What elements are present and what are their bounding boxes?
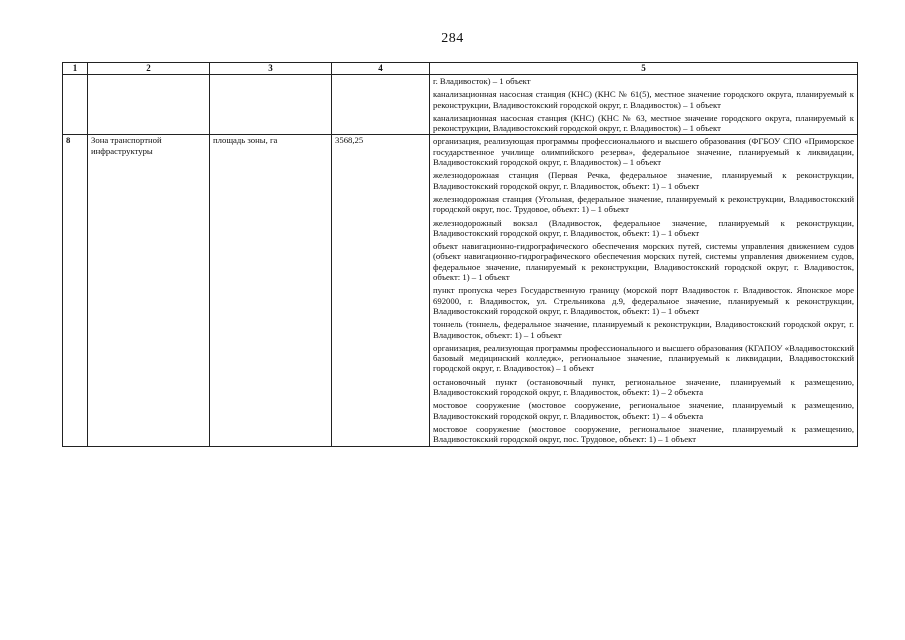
object-entry: канализационная насосная станция (КНС) (КНС № 63, местное значение городского округа, планируемый к реконструкции, Владивостокский городской округ, г. Владивосток) – 1 объект bbox=[433, 112, 854, 134]
zone-name: Зона транспортной инфраструктуры bbox=[88, 135, 210, 446]
object-entry: объект навигационно-гидрографического обеспечения морских путей, системы управления движением судов (объект навигационно-гидрографического обеспечения морских путей, системы управления движением судов, федеральное значение, планируемый к реконструкции, Владивостокский городской округ, г. Владивосток, объект: 1) – 1 объект bbox=[433, 241, 854, 283]
parameter-value: 3568,25 bbox=[332, 135, 430, 446]
object-entry: г. Владивосток) – 1 объект bbox=[433, 76, 531, 86]
header-col-2: 2 bbox=[88, 63, 210, 75]
object-entry: железнодорожный вокзал (Владивосток, федеральное значение, планируемый к реконструкции, Владивостокский городской округ, г. Владивосток, объект: 1) – 1 объект bbox=[433, 217, 854, 238]
object-entry: пункт пропуска через Государственную границу (морской порт Владивосток г. Владивосток. Японское море 692000, г. Владивосток, ул. Стрельникова д.9, федеральное значение, планируемый к реконструкции, Владивостокский городской округ, г. Владивосток, объект: 1) – 1 объект bbox=[433, 285, 854, 316]
cell-empty bbox=[332, 75, 430, 135]
object-entry: железнодорожная станция (Угольная, федеральное значение, планируемый к реконструкции, Владивостокский городской округ, пос. Трудовое, объект: 1) – 1 объект bbox=[433, 193, 854, 215]
parameter-name: площадь зоны, га bbox=[210, 135, 332, 446]
table-row-8 bbox=[63, 135, 858, 446]
header-col-5: 5 bbox=[430, 63, 858, 75]
cell-empty bbox=[210, 75, 332, 135]
object-entry: организация, реализующая программы профессионального и высшего образования (КГАПОУ «Владивостокский базовый медицинский колледж», региональное значение, планируемый к ликвидации, Владивостокский городской округ, г. Владивосток) – 1 объект bbox=[433, 342, 854, 374]
object-entry: железнодорожная станция (Первая Речка, федеральное значение, планируемый к реконструкции, Владивостокский городской округ, г. Владивосток, объект: 1) – 1 объект bbox=[433, 170, 854, 191]
cell-empty bbox=[88, 75, 210, 135]
page-number: 284 bbox=[441, 31, 464, 46]
object-entry: остановочный пункт (остановочный пункт, региональное значение, планируемый к размещению, Владивостокский городской округ, г. Владивосток, объект: 1) – 2 объекта bbox=[433, 376, 854, 398]
header-col-4: 4 bbox=[332, 63, 430, 75]
object-entry: мостовое сооружение (мостовое сооружение, региональное значение, планируемый к размещению, Владивостокский городской округ, пос. Трудовое, объект: 1) – 1 объект bbox=[433, 423, 854, 445]
header-col-3: 3 bbox=[210, 63, 332, 75]
cell-empty bbox=[63, 75, 88, 135]
object-entry: мостовое сооружение (мостовое сооружение, региональное значение, планируемый к размещению, Владивостокский городской округ, г. Владивосток, объект: 1) – 4 объекта bbox=[433, 400, 854, 421]
objects-cell bbox=[430, 75, 858, 135]
zones-table bbox=[62, 62, 858, 447]
objects-cell bbox=[430, 135, 858, 446]
header-col-1: 1 bbox=[63, 63, 88, 75]
header-row bbox=[63, 63, 858, 75]
row-number: 8 bbox=[63, 135, 88, 446]
object-entry: канализационная насосная станция (КНС) (КНС № 61(5), местное значение городского округа, планируемый к реконструкции, Владивостокский городской округ, г. Владивосток) – 1 объект bbox=[433, 89, 854, 110]
object-entry: тоннель (тоннель, федеральное значение, планируемый к реконструкции, Владивостокский городской округ, г. Владивосток, объект: 1) – 1 объект bbox=[433, 319, 854, 340]
table-row-continuation bbox=[63, 75, 858, 135]
object-entry: организация, реализующая программы профессионального и высшего образования (ФГБОУ СПО «Приморское государственное училище олимпийского резерва», федеральное значение, планируемый к ликвидации, Владивостокский городской округ, г. Владивосток) – 1 объект bbox=[433, 136, 854, 168]
